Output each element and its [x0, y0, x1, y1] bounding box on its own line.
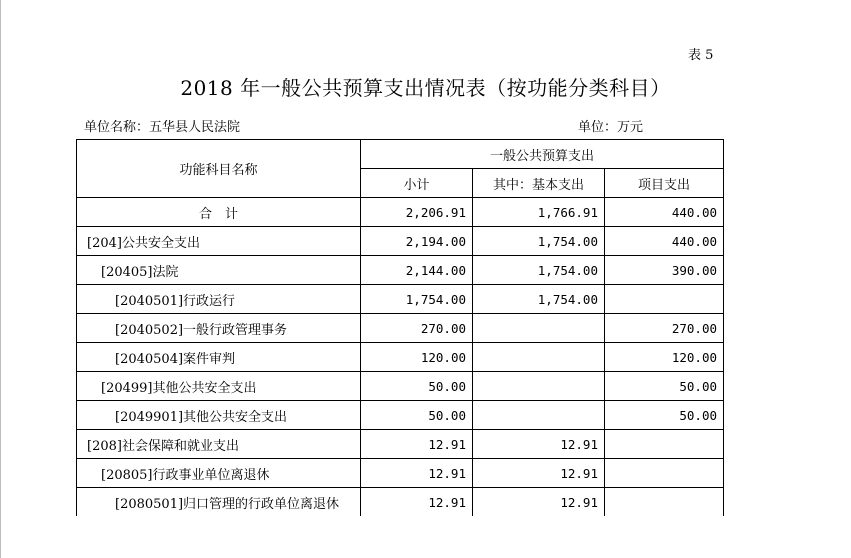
row-subtotal: 12.91: [361, 430, 473, 459]
row-basic: 12.91: [473, 430, 605, 459]
row-project: 120.00: [605, 343, 724, 372]
table-row: [77, 314, 724, 343]
row-name: [2080501]归口管理的行政单位离退休: [77, 488, 361, 517]
row-name: [2049901]其他公共安全支出: [77, 401, 361, 430]
table-row: [77, 256, 724, 285]
row-name: [208]社会保障和就业支出: [77, 430, 361, 459]
row-subtotal: 270.00: [361, 314, 473, 343]
row-project: 50.00: [605, 372, 724, 401]
row-project: 440.00: [605, 227, 724, 256]
row-project: 270.00: [605, 314, 724, 343]
row-basic: 1,754.00: [473, 227, 605, 256]
row-subtotal: 2,206.91: [361, 198, 473, 227]
table-row: [77, 343, 724, 372]
unit-name-label: 单位名称：五华县人民法院: [84, 120, 241, 135]
row-name: [20805]行政事业单位离退休: [77, 459, 361, 488]
table-row: [77, 227, 724, 256]
row-name: [2040502]一般行政管理事务: [77, 314, 361, 343]
row-project: [605, 459, 724, 488]
header-basic-expenditure: 其中：基本支出: [473, 169, 605, 198]
row-subtotal: 120.00: [361, 343, 473, 372]
row-basic: 12.91: [473, 488, 605, 517]
row-basic: 1,766.91: [473, 198, 605, 227]
row-basic: [473, 401, 605, 430]
table-row: [77, 430, 724, 459]
row-project: [605, 285, 724, 314]
row-project: 440.00: [605, 198, 724, 227]
header-general-budget: 一般公共预算支出: [361, 140, 724, 169]
row-project: 390.00: [605, 256, 724, 285]
table-row: [77, 285, 724, 314]
currency-unit-label: 单位：万元: [578, 120, 644, 135]
row-basic: [473, 372, 605, 401]
document-title: 2018 年一般公共预算支出情况表（按功能分类科目）: [180, 76, 671, 100]
budget-table: [76, 139, 724, 516]
row-basic: 12.91: [473, 459, 605, 488]
row-subtotal: 2,194.00: [361, 227, 473, 256]
row-subtotal: 12.91: [361, 459, 473, 488]
row-basic: [473, 314, 605, 343]
table-row: [77, 459, 724, 488]
table-number: 表 5: [688, 48, 714, 63]
row-basic: 1,754.00: [473, 285, 605, 314]
header-project-expenditure: 项目支出: [605, 169, 724, 198]
row-subtotal: 1,754.00: [361, 285, 473, 314]
row-subtotal: 12.91: [361, 488, 473, 517]
table-row: [77, 372, 724, 401]
row-name: [204]公共安全支出: [77, 227, 361, 256]
table-row-total: [77, 198, 724, 227]
row-project: 50.00: [605, 401, 724, 430]
row-name: [2040504]案件审判: [77, 343, 361, 372]
row-project: [605, 488, 724, 517]
row-name: [2040501]行政运行: [77, 285, 361, 314]
row-name: [20499]其他公共安全支出: [77, 372, 361, 401]
header-subtotal: 小计: [361, 169, 473, 198]
header-function-name: 功能科目名称: [77, 140, 361, 198]
row-subtotal: 50.00: [361, 401, 473, 430]
table-header-row: [77, 140, 724, 169]
row-name: 合 计: [77, 198, 361, 227]
table-row: [77, 488, 724, 517]
row-project: [605, 430, 724, 459]
row-subtotal: 2,144.00: [361, 256, 473, 285]
row-name: [20405]法院: [77, 256, 361, 285]
table-row: [77, 401, 724, 430]
row-basic: 1,754.00: [473, 256, 605, 285]
row-subtotal: 50.00: [361, 372, 473, 401]
row-basic: [473, 343, 605, 372]
